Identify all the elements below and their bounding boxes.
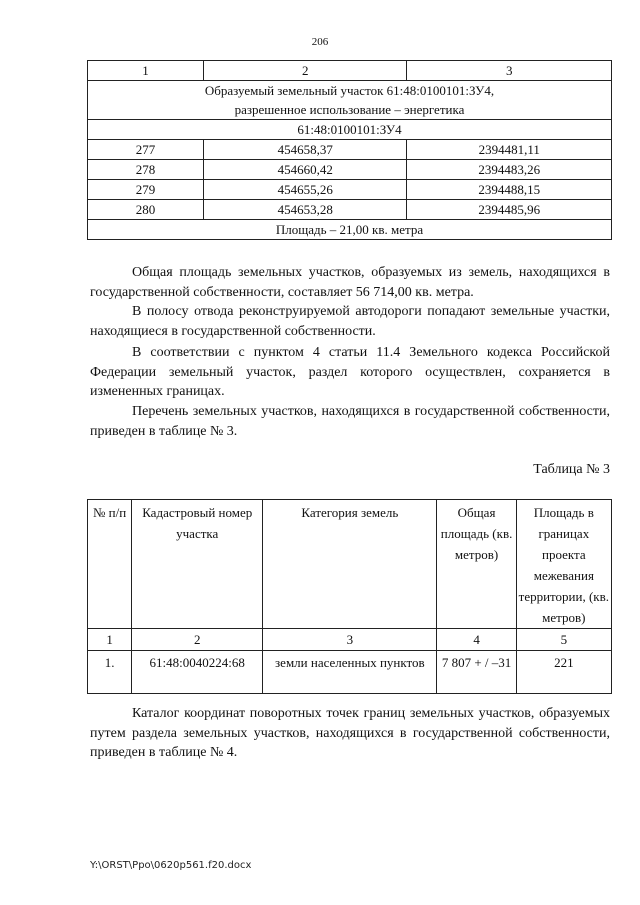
table-header-row [88, 500, 612, 629]
table-subtitle-row [88, 120, 612, 140]
header-cell: 3 [407, 61, 612, 81]
coord-y: 2394488,15 [407, 180, 612, 200]
cadastral-number: 61:48:0040224:68 [132, 651, 263, 694]
header-cell: Общая площадь (кв. метров) [437, 500, 516, 629]
table-title-row [88, 81, 612, 120]
header-cell: Кадастровый номер участка [132, 500, 263, 629]
plot-title-line: разрешенное использование – энергетика [234, 102, 465, 117]
file-path-footer: Y:\ORST\Ppo\0620p561.f20.docx [90, 860, 252, 871]
land-plots-table [87, 499, 612, 694]
table-caption: Таблица № 3 [533, 462, 610, 477]
plot-title-line: Образуемый земельный участок 61:48:0100101:ЗУ4, [204, 83, 495, 98]
table-row [88, 140, 612, 160]
table-area-row [88, 220, 612, 240]
paragraph-land-code: В соответствии с пунктом 4 статьи 11.4 Земельного кодекса Российской Федерации земельный участок, раздел которого осуществлен, сохраняется в измененных границах. [90, 345, 610, 399]
paragraph-plot-list: Перечень земельных участков, находящихся в государственной собственности, приведен в таблице № 3. [90, 404, 610, 439]
coord-y: 2394485,96 [407, 200, 612, 220]
table-row [88, 651, 612, 694]
coordinates-table [87, 60, 612, 240]
plot-area: Площадь – 21,00 кв. метра [88, 220, 612, 240]
total-area: 7 807 + / –31 [437, 651, 516, 694]
paragraph-catalog: Каталог координат поворотных точек границ земельных участков, образуемых путем раздела земельных участков, находящихся в государственной собственности, приведен в таблице № 4. [90, 706, 610, 760]
table-row [88, 180, 612, 200]
plot-number: 61:48:0100101:ЗУ4 [88, 120, 612, 140]
column-number: 1 [88, 629, 132, 651]
coord-x: 454660,42 [204, 160, 407, 180]
header-cell: 2 [204, 61, 407, 81]
coord-y: 2394481,11 [407, 140, 612, 160]
point-number: 278 [88, 160, 204, 180]
point-number: 280 [88, 200, 204, 220]
survey-area: 221 [516, 651, 611, 694]
header-cell: 1 [88, 61, 204, 81]
header-cell: Категория земель [263, 500, 437, 629]
header-cell: Площадь в границах проекта межевания территории, (кв. метров) [516, 500, 611, 629]
column-number: 4 [437, 629, 516, 651]
coord-y: 2394483,26 [407, 160, 612, 180]
column-number: 5 [516, 629, 611, 651]
paragraph-road-strip: В полосу отвода реконструируемой автодороги попадают земельные участки, находящиеся в государственной собственности. [90, 304, 610, 339]
column-number: 3 [263, 629, 437, 651]
plot-title [88, 81, 612, 120]
point-number: 279 [88, 180, 204, 200]
table-row [88, 160, 612, 180]
coord-x: 454655,26 [204, 180, 407, 200]
header-cell: № п/п [88, 500, 132, 629]
point-number: 277 [88, 140, 204, 160]
column-numbers-row [88, 629, 612, 651]
table-header-row [88, 61, 612, 81]
coord-x: 454653,28 [204, 200, 407, 220]
coord-x: 454658,37 [204, 140, 407, 160]
column-number: 2 [132, 629, 263, 651]
paragraph-total-area: Общая площадь земельных участков, образуемых из земель, находящихся в государственной собственности, составляет 56 714,00 кв. метра. [90, 265, 610, 300]
table-row [88, 200, 612, 220]
row-number: 1. [88, 651, 132, 694]
land-category: земли населенных пунктов [263, 651, 437, 694]
page-number: 206 [311, 36, 329, 48]
